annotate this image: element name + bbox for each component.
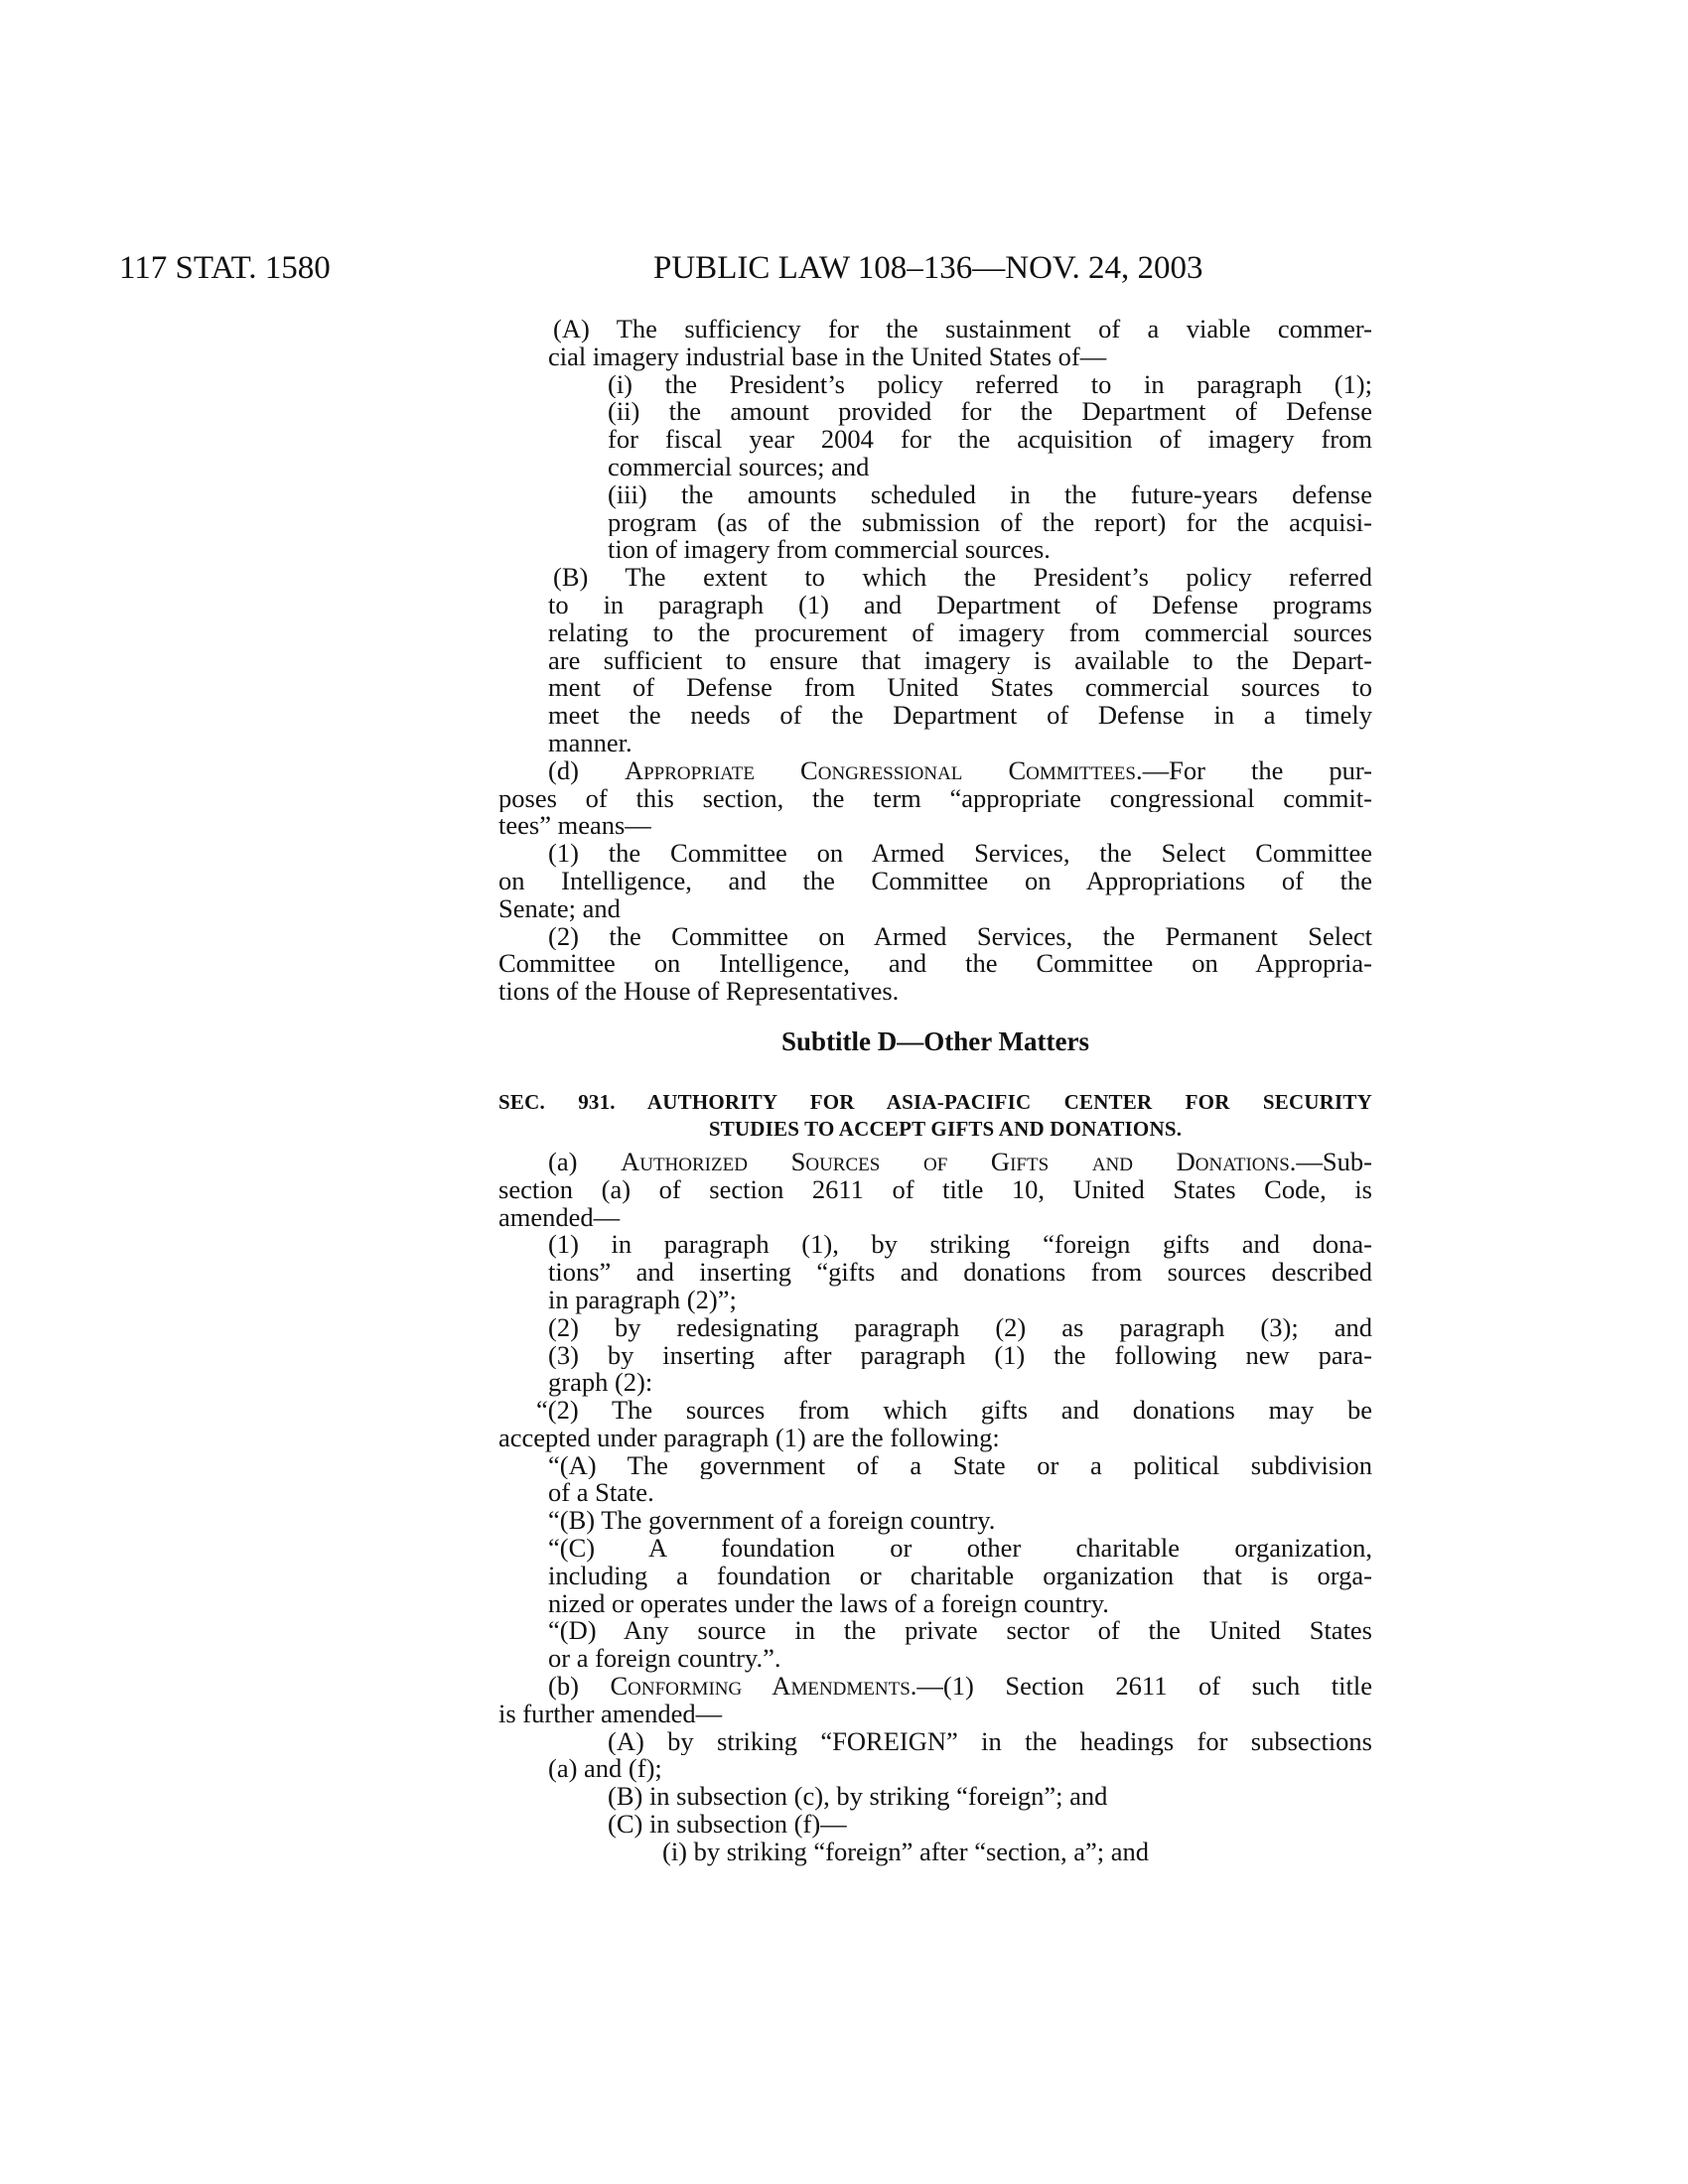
text-line: (ii) the amount provided for the Department of Defense: [608, 398, 1372, 427]
text-line: (2) by redesignating paragraph (2) as paragraph (3); and: [548, 1313, 1372, 1342]
subsection-text: —(1) Section 2611 of such title: [916, 1673, 1372, 1701]
text-line: (3) by inserting after paragraph (1) the following new para-: [548, 1341, 1372, 1370]
text-line: (C) in subsection (f)—: [608, 1809, 847, 1840]
subsection-a-first-line: [498, 1149, 1372, 1176]
text-line: Senate; and: [498, 892, 621, 923]
subtitle-heading: Subtitle D—Other Matters: [781, 1025, 1089, 1056]
text-line: program (as of the submission of the report) for the acquisi-: [608, 508, 1372, 537]
text-line: tions of the House of Representatives.: [498, 976, 900, 1007]
text-line: tees” means—: [498, 810, 651, 841]
subsection-heading: Conforming Amendments.: [610, 1673, 917, 1701]
text-line: (a) and (f);: [548, 1753, 662, 1784]
subsection-label: (d): [548, 756, 625, 785]
text-line: are sufficient to ensure that imagery is available to the Depart-: [548, 646, 1372, 675]
text-line: commercial sources; and: [608, 451, 870, 481]
text-line: for fiscal year 2004 for the acquisition of imagery from: [608, 426, 1372, 454]
text-line: tions” and inserting “gifts and donations from sources described: [548, 1259, 1372, 1287]
subsection-text: —Sub-: [1296, 1148, 1372, 1176]
text-line: “(D) Any source in the private sector of the United States: [548, 1617, 1372, 1646]
subsection-b-first-line: [498, 1673, 1372, 1701]
text-line: (1) in paragraph (1), by striking “foreign gifts and dona-: [548, 1231, 1372, 1260]
text-line: on Intelligence, and the Committee on Appropriations of the: [498, 867, 1372, 895]
text-line: (i) by striking “foreign” after “section, a”; and: [662, 1836, 1150, 1866]
text-line: accepted under paragraph (1) are the following:: [498, 1422, 1000, 1452]
subsection-d-first-line: [498, 757, 1372, 785]
text-line: meet the needs of the Department of Defense in a timely: [548, 702, 1372, 730]
text-line: is further amended—: [498, 1698, 723, 1728]
document-body: [498, 316, 1372, 1866]
text-line: (i) the President’s policy referred to in paragraph (1);: [608, 370, 1372, 399]
text-line: to in paragraph (1) and Department of Defense programs: [548, 591, 1372, 619]
text-line: graph (2):: [548, 1367, 653, 1398]
text-line: poses of this section, the term “appropriate congressional commit-: [498, 784, 1372, 813]
text-line: of a State.: [548, 1477, 654, 1508]
public-law-title: PUBLIC LAW 108–136—NOV. 24, 2003: [653, 250, 1203, 286]
stat-citation: 117 STAT. 1580: [119, 250, 331, 286]
text-line: (iii) the amounts scheduled in the future-years defense: [608, 480, 1372, 509]
text-line: manner.: [548, 727, 633, 757]
text-line: “(C) A foundation or other charitable organization,: [548, 1535, 1372, 1563]
text-line: or a foreign country.”.: [548, 1643, 781, 1674]
text-line: in paragraph (2)”;: [548, 1284, 737, 1314]
subsection-label: (b): [548, 1673, 611, 1701]
text-line: (B) in subsection (c), by striking “foreign”; and: [608, 1781, 1108, 1812]
text-line: (A) by striking “FOREIGN” in the headings for subsections: [608, 1727, 1372, 1756]
text-line: relating to the procurement of imagery from commercial sources: [548, 618, 1372, 647]
subsection-label: (a): [548, 1148, 622, 1176]
subsection-heading: Authorized Sources of Gifts and Donations.: [621, 1148, 1297, 1176]
section-heading-line: STUDIES TO ACCEPT GIFTS AND DONATIONS.: [708, 1116, 1183, 1141]
text-line: (B) The extent to which the President’s policy referred: [553, 564, 1372, 592]
section-heading-line: SEC. 931. AUTHORITY FOR ASIA-PACIFIC CENTER FOR SECURITY: [498, 1089, 1372, 1114]
text-line: including a foundation or charitable organization that is orga-: [548, 1562, 1372, 1590]
text-line: “(A) The government of a State or a political subdivision: [548, 1451, 1372, 1480]
text-line: amended—: [498, 1201, 621, 1232]
text-line: (2) the Committee on Armed Services, the Permanent Select: [548, 922, 1372, 951]
text-line: tion of imagery from commercial sources.: [608, 534, 1051, 565]
text-line: ment of Defense from United States commercial sources to: [548, 674, 1372, 703]
text-line: cial imagery industrial base in the United States of—: [548, 341, 1107, 371]
subsection-text: —For the pur-: [1142, 756, 1372, 785]
text-line: (1) the Committee on Armed Services, the Select Committee: [548, 840, 1372, 868]
text-line: Committee on Intelligence, and the Committee on Appropria-: [498, 950, 1372, 979]
text-line: section (a) of section 2611 of title 10, United States Code, is: [498, 1175, 1372, 1204]
text-line: “(2) The sources from which gifts and donations may be: [536, 1397, 1372, 1425]
text-line: (A) The sufficiency for the sustainment of a viable commer-: [553, 316, 1372, 343]
text-line: “(B) The government of a foreign country.: [548, 1505, 996, 1536]
subsection-heading: Appropriate Congressional Committees.: [624, 756, 1143, 785]
section-heading: [498, 1089, 1372, 1143]
text-line: nized or operates under the laws of a foreign country.: [548, 1587, 1109, 1618]
